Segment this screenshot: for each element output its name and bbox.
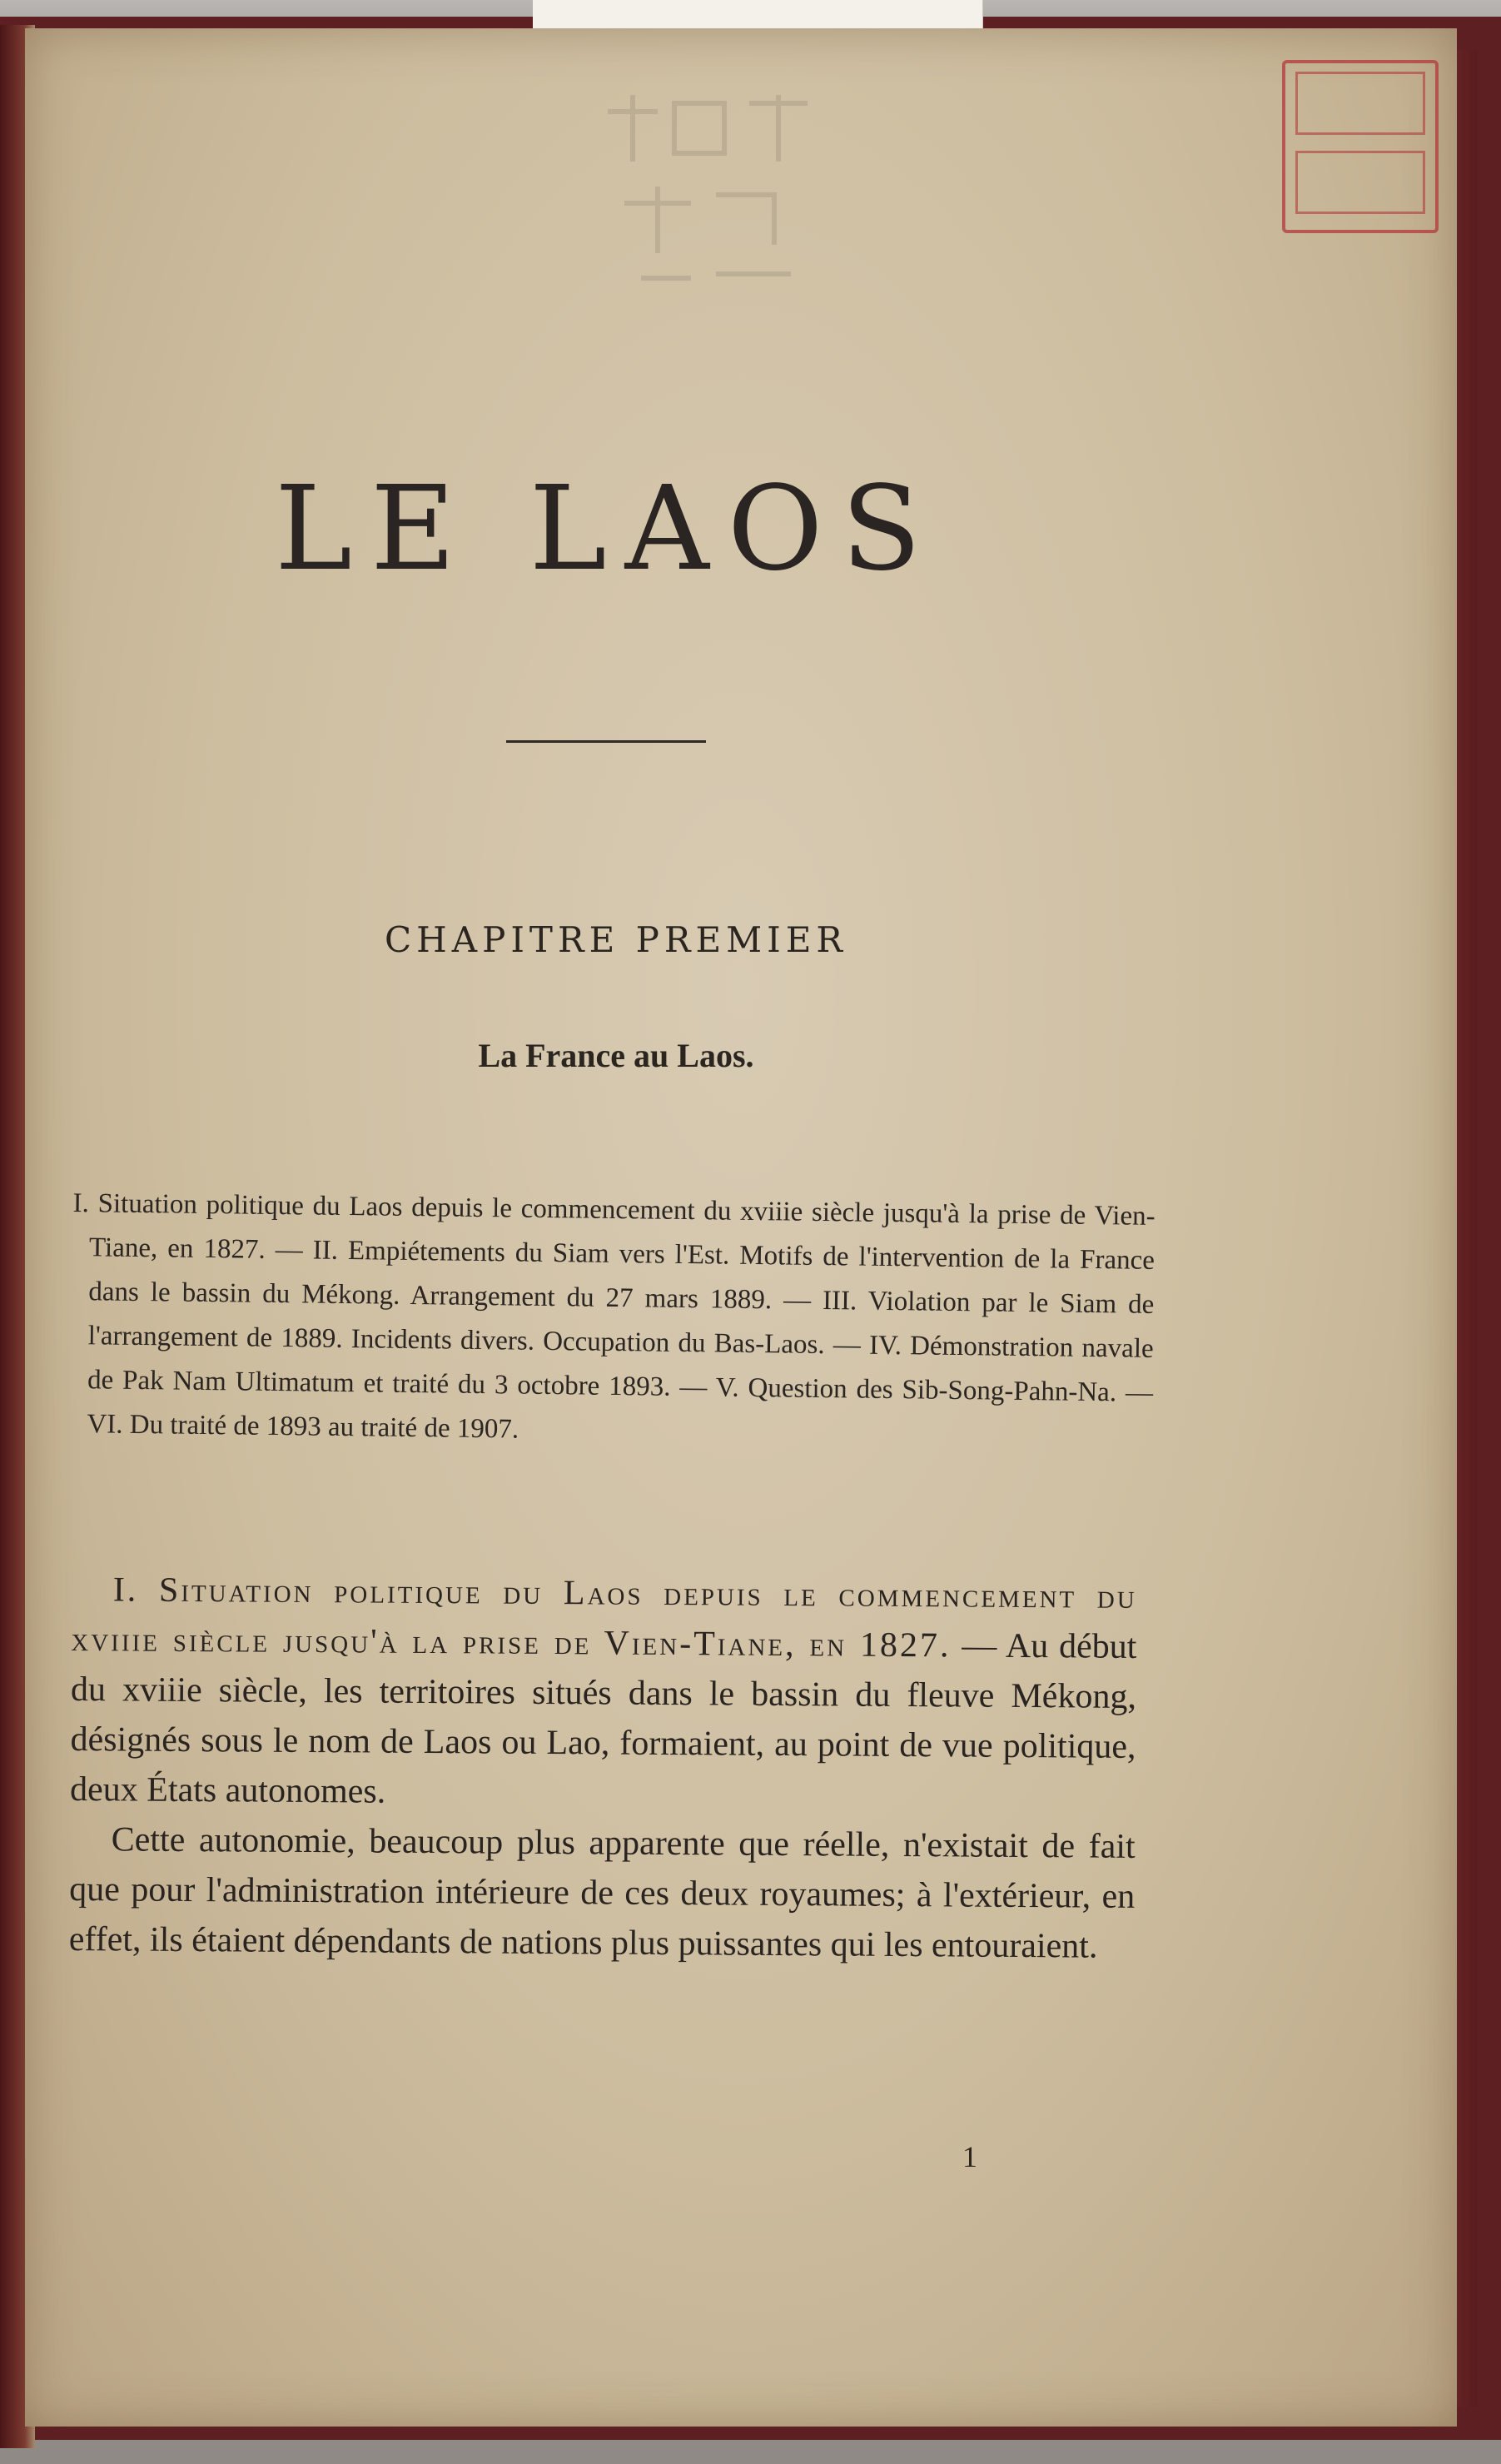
- paragraph-2: Cette autonomie, beaucoup plus apparente que réelle, n'existait de fait que pour l'administration intérieure de ces deux royaumes; à l'extérieur, en effet, ils étaient dépendants de nations plus puissantes qui les entouraient.: [68, 1820, 1136, 1966]
- paragraph-1: [70, 1565, 1137, 1822]
- body-text: [69, 1565, 1137, 1972]
- chapter-label: CHAPITRE PREMIER: [384, 919, 847, 960]
- faint-shelfmark: [591, 78, 841, 311]
- paragraph-1-text: — Au début du xviiie siècle, les territoires situés dans le bassin du fleuve Mékong, désignés sous le nom de Laos ou Lao, formaient, au point de vue politique, deux États autonomes.: [69, 1626, 1137, 1811]
- stamp-upper-mark: [1295, 72, 1425, 135]
- chapter-summary: I. Situation politique du Laos depuis le commencement du xviiie siècle jusqu'à la prise de Vien-Tiane, en 1827. — II. Empiétements du Siam vers l'Est. Motifs de l'intervention de la France dans le bassin du Mékong. Arrangement du 27 mars 1889. — III. Violation par le Siam de l'arrangement de 1889. Incidents divers. Occupation du Bas-Laos. — IV. Démonstration navale de Pak Nam Ultimatum et traité du 3 octobre 1893. — V. Question des Sib-Song-Pahn-Na. — VI. Du traité de 1893 au traité de 1907.: [72, 1187, 1156, 1445]
- title-divider: [506, 740, 706, 743]
- book-page: [25, 28, 1457, 2427]
- library-stamp: [1282, 60, 1439, 233]
- page-title: LE LAOS: [275, 461, 940, 597]
- page-number: 1: [962, 2140, 977, 2173]
- section-heading: I. Situation politique du Laos depuis le commencement du xviiie siècle jusqu'à la prise de Vien-Tiane, en 1827.: [71, 1570, 1137, 1665]
- chapter-title: La France au Laos.: [478, 1037, 754, 1074]
- stamp-lower-mark: [1295, 151, 1425, 214]
